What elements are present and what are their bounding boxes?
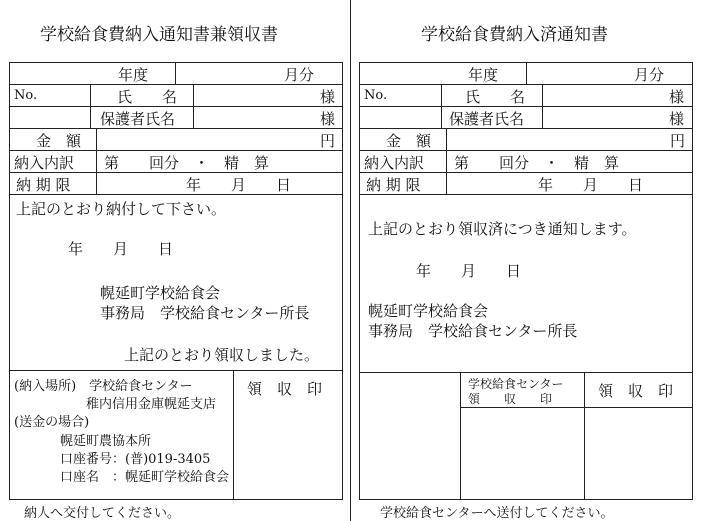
left-deadline-value: 年 月 日 <box>186 176 292 194</box>
left-name-label: 氏 名 <box>117 88 178 106</box>
right-sama1: 様 <box>669 88 685 106</box>
left-footer: 納人へ交付してください。 <box>24 506 181 521</box>
left-breakdown-value: 第 回分 ・ 精 算 <box>104 154 270 172</box>
right-sama2: 様 <box>669 110 685 128</box>
right-footer: 学校給食センターへ送付してください。 <box>380 506 614 521</box>
right-center-stamp-line1: 学校給食センター <box>468 377 564 391</box>
right-no-label: No. <box>364 88 388 103</box>
left-account-name: 口座名 ：幌延町学校給食会 <box>60 470 230 485</box>
left-deadline-label: 納 期 限 <box>16 176 71 194</box>
left-guardian-label: 保護者氏名 <box>100 110 176 128</box>
left-date: 年 月 日 <box>68 240 174 258</box>
right-yen: 円 <box>670 132 686 150</box>
right-breakdown-label: 納入内訳 <box>364 154 425 172</box>
left-bank: 幌延町農協本所 <box>60 434 152 449</box>
left-received: 上記のとおり領収しました。 <box>124 346 320 364</box>
right-name-label: 氏 名 <box>465 88 526 106</box>
left-breakdown-label: 納入内訳 <box>14 154 75 172</box>
right-message: 上記のとおり領収済につき通知します。 <box>368 220 637 238</box>
left-no-label: No. <box>14 88 38 103</box>
right-deadline-label: 納 期 限 <box>366 176 421 194</box>
right-deadline-value: 年 月 日 <box>538 176 644 194</box>
right-org: 幌延町学校給食会 <box>368 302 489 320</box>
left-remit-line: (送金の場合) <box>14 415 90 430</box>
right-date: 年 月 日 <box>416 262 522 280</box>
left-sama2: 様 <box>320 110 336 128</box>
right-breakdown-value: 第 回分 ・ 精 算 <box>454 154 620 172</box>
right-amount-label: 金 額 <box>386 132 432 150</box>
left-title: 学校給食費納入通知書兼領収書 <box>40 25 278 45</box>
right-month-label: 月分 <box>634 66 665 84</box>
left-message: 上記のとおり納付して下さい。 <box>16 200 227 218</box>
right-guardian-label: 保護者氏名 <box>449 110 525 128</box>
left-org: 幌延町学校給食会 <box>100 284 221 302</box>
left-sama1: 様 <box>320 88 336 106</box>
left-month-label: 月分 <box>284 66 315 84</box>
right-office: 事務局 学校給食センター所長 <box>368 322 578 340</box>
left-year-label: 年度 <box>118 66 149 84</box>
right-stamp-label: 領 収 印 <box>598 382 674 400</box>
right-center-stamp-line2: 領 収 印 <box>468 392 553 406</box>
left-stamp-label: 領 収 印 <box>247 380 323 398</box>
left-place-line2: 稚内信用金庫幌延支店 <box>86 397 217 412</box>
right-year-label: 年度 <box>468 66 499 84</box>
left-yen: 円 <box>320 132 336 150</box>
right-title: 学校給食費納入済通知書 <box>421 25 608 45</box>
center-divider <box>350 0 351 521</box>
left-amount-label: 金 額 <box>36 132 82 150</box>
left-office: 事務局 学校給食センター所長 <box>100 304 310 322</box>
left-account-no: 口座番号：(普)019-3405 <box>60 452 211 467</box>
left-place-line1: (納入場所) 学校給食センター <box>14 379 193 394</box>
